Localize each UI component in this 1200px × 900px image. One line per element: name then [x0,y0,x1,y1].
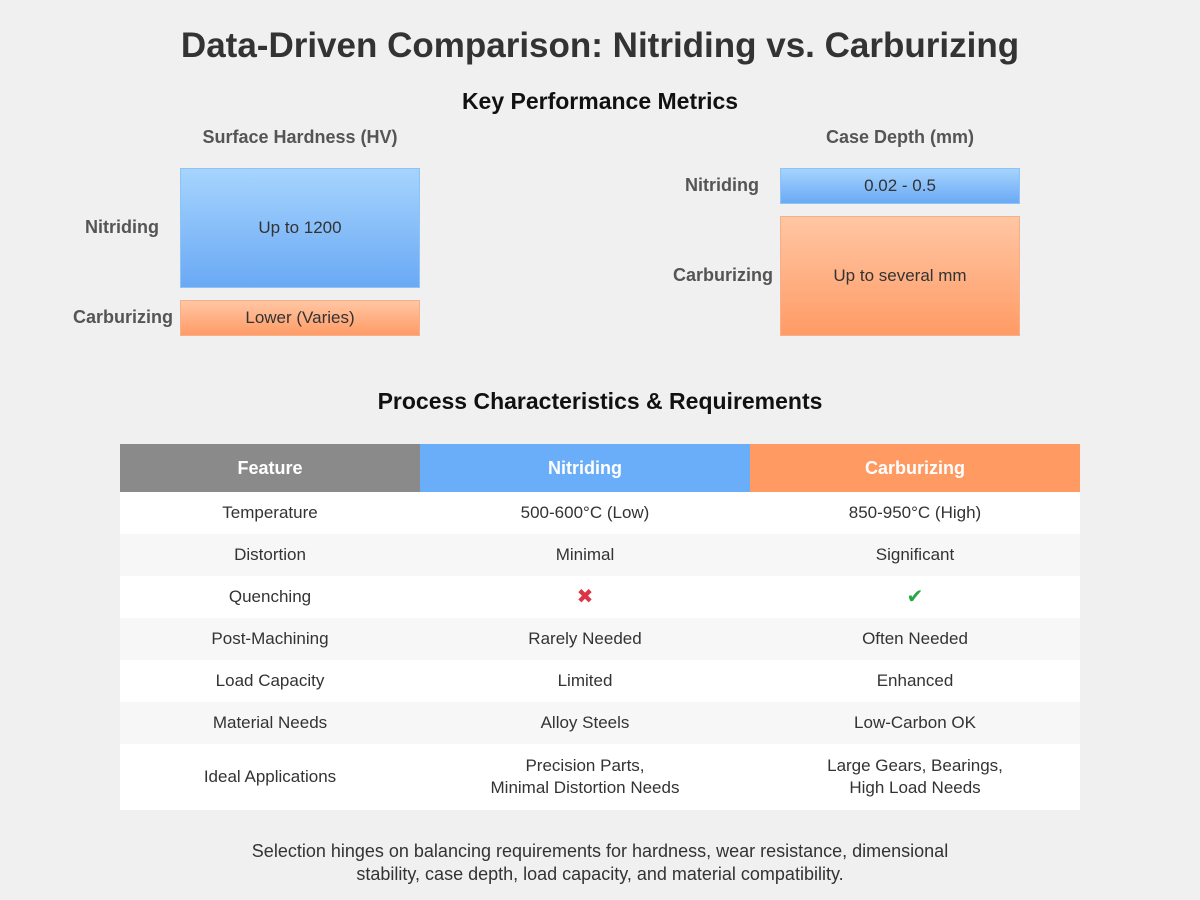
case-depth-nitriding-value: 0.02 - 0.5 [864,176,936,195]
nitriding-line: Precision Parts, [525,756,645,775]
nitriding-cell [420,576,750,618]
column-header-feature: Feature [120,444,420,492]
surface-hardness-carburizing-value: Lower (Varies) [245,308,355,327]
table-header-row [120,444,1080,492]
surface-hardness-carburizing-bar [180,300,420,336]
feature-cell: Load Capacity [120,660,420,702]
table-row [120,744,1080,810]
nitriding-cell: Minimal [420,534,750,576]
table-row [120,576,1080,618]
table-row [120,534,1080,576]
column-header-carburizing: Carburizing [750,444,1080,492]
surface-hardness-title: Surface Hardness (HV) [202,127,398,147]
carburizing-cell: Low-Carbon OK [750,702,1080,744]
comparison-table [120,444,1080,810]
surface-hardness-nitriding-label: Nitriding [85,217,159,237]
case-depth-carburizing-label: Carburizing [672,265,773,285]
process-heading: Process Characteristics & Requirements [377,388,823,414]
carburizing-cell: 850-950°C (High) [750,492,1080,534]
nitriding-cell: 500-600°C (Low) [420,492,750,534]
check-icon: ✔ [906,585,924,608]
nitriding-cell: Rarely Needed [420,618,750,660]
case-depth-carburizing-bar [780,216,1020,336]
feature-cell: Post-Machining [120,618,420,660]
metrics-heading: Key Performance Metrics [461,88,739,114]
nitriding-cell: Limited [420,660,750,702]
case-depth-carburizing-value: Up to several mm [833,266,967,285]
table-row [120,660,1080,702]
surface-hardness-nitriding-value: Up to 1200 [258,218,342,237]
nitriding-cell: Alloy Steels [420,702,750,744]
feature-cell: Material Needs [120,702,420,744]
carburizing-cell: Significant [750,534,1080,576]
carburizing-cell [750,576,1080,618]
column-header-nitriding: Nitriding [420,444,750,492]
table-row [120,618,1080,660]
feature-cell: Temperature [120,492,420,534]
feature-cell: Distortion [120,534,420,576]
carburizing-line: High Load Needs [849,778,981,797]
feature-cell: Quenching [120,576,420,618]
carburizing-cell [750,744,1080,810]
footer-line: stability, case depth, load capacity, and material compatibility. [356,864,844,884]
case-depth-nitriding-bar [780,168,1020,204]
footer-line: Selection hinges on balancing requirements for hardness, wear resistance, dimensional [251,841,949,861]
surface-hardness-carburizing-label: Carburizing [72,307,173,327]
page-title: Data-Driven Comparison: Nitriding vs. Carburizing [180,26,1020,65]
cross-icon: ✖ [576,585,594,608]
feature-cell: Ideal Applications [120,744,420,810]
carburizing-cell: Enhanced [750,660,1080,702]
footer-note [200,840,1000,886]
table-row [120,492,1080,534]
carburizing-cell: Often Needed [750,618,1080,660]
case-depth-nitriding-label: Nitriding [685,175,759,195]
nitriding-cell [420,744,750,810]
carburizing-line: Large Gears, Bearings, [827,756,1003,775]
nitriding-line: Minimal Distortion Needs [490,778,680,797]
table-row [120,702,1080,744]
case-depth-title: Case Depth (mm) [825,127,975,147]
surface-hardness-nitriding-bar [180,168,420,288]
